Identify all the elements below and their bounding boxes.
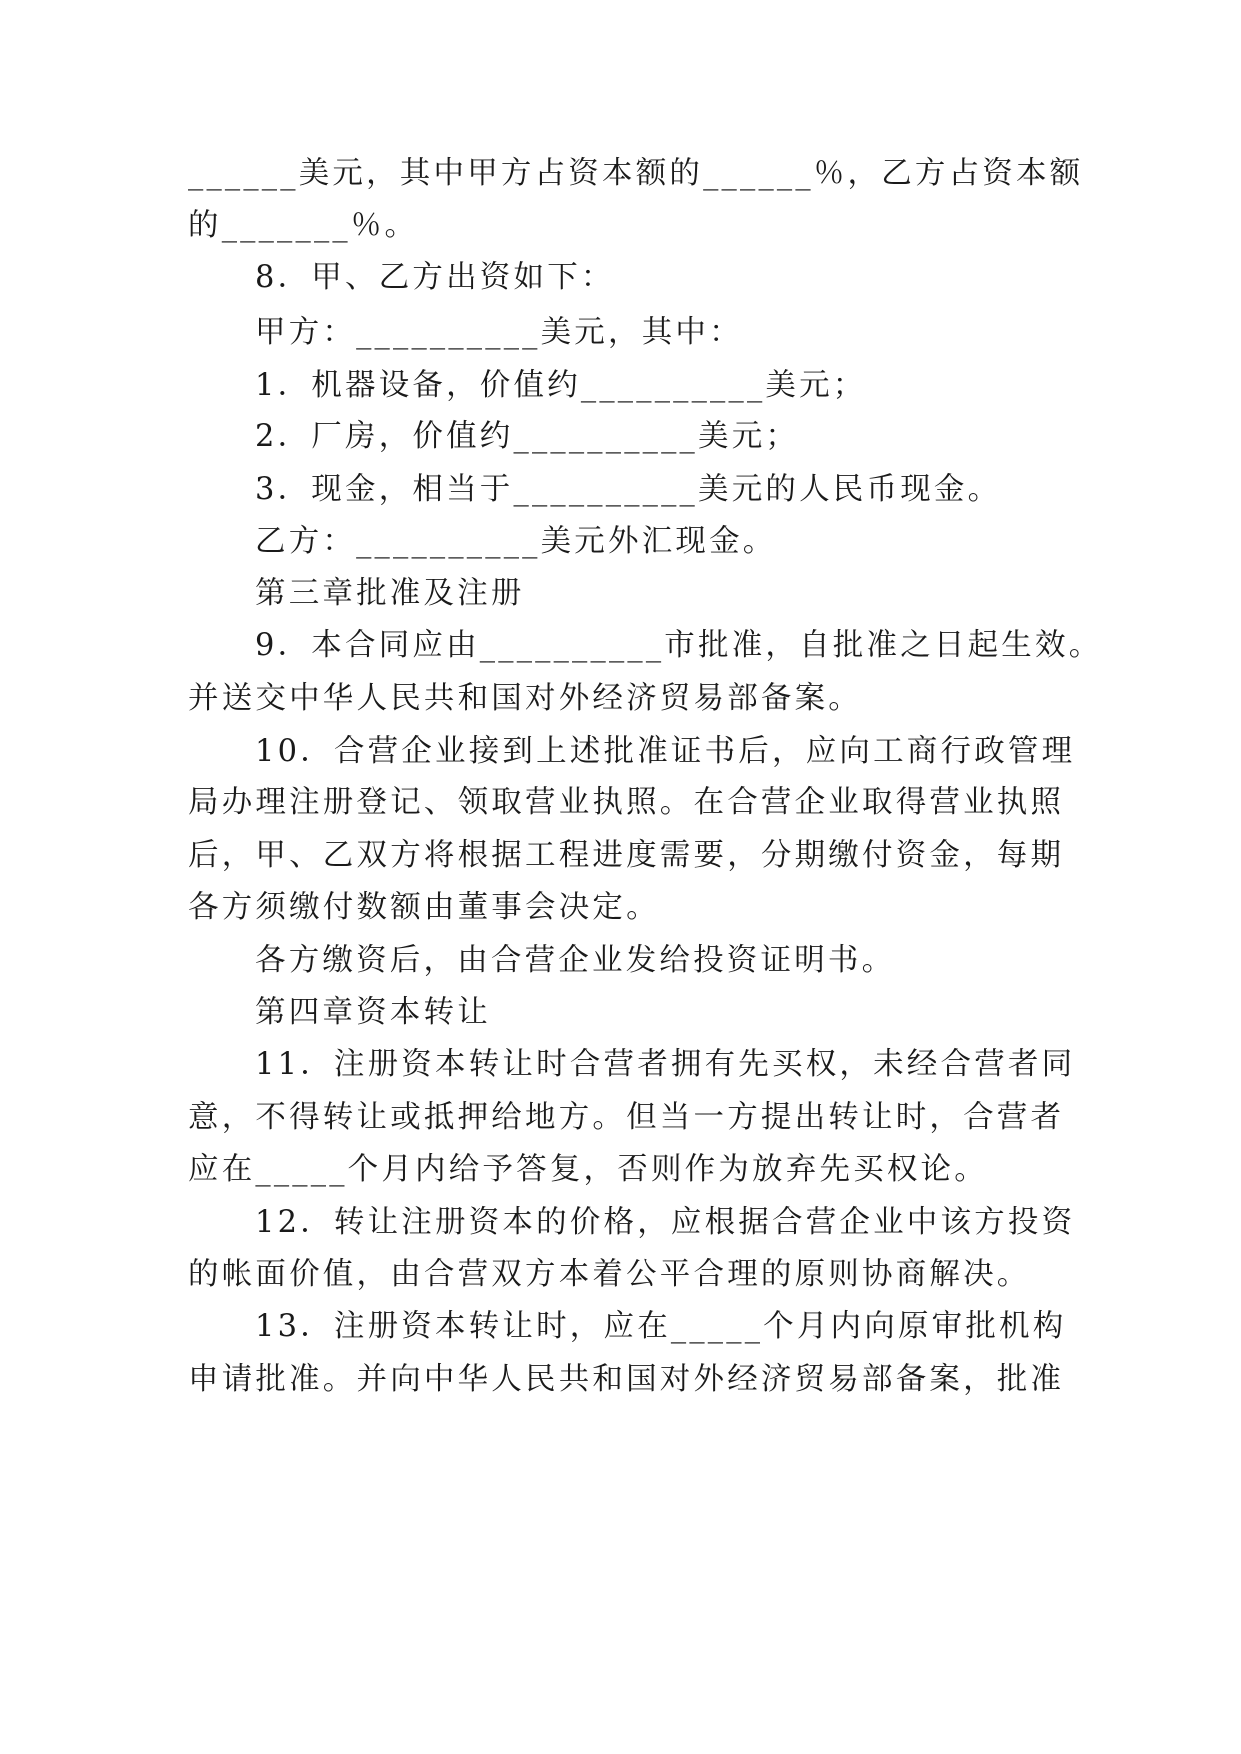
text-line: 的帐面价值，由合营双方本着公平合理的原则协商解决。: [188, 1257, 1031, 1292]
text-line: 乙方：__________美元外汇现金。: [255, 524, 777, 559]
text-line: 的_______％。: [188, 208, 419, 243]
text-line: 甲方：__________美元，其中：: [255, 315, 743, 350]
text-line: 12．转让注册资本的价格，应根据合营企业中该方投资: [255, 1205, 1076, 1240]
text-line: 并送交中华人民共和国对外经济贸易部备案。: [188, 681, 862, 716]
text-line: 11．注册资本转让时合营者拥有先买权，未经合营者同: [255, 1047, 1076, 1082]
text-line: 后，甲、乙双方将根据工程进度需要，分期缴付资金，每期: [188, 838, 1065, 873]
text-line: ______美元，其中甲方占资本额的______％，乙方占资本额: [188, 156, 1084, 191]
text-line: 13．注册资本转让时，应在_____个月内向原审批机构: [255, 1309, 1067, 1344]
chapter-heading: 第三章批准及注册: [255, 576, 525, 611]
text-line: 申请批准。并向中华人民共和国对外经济贸易部备案，批准: [188, 1362, 1065, 1397]
text-line: 3．现金，相当于__________美元的人民币现金。: [255, 472, 1002, 507]
text-line: 各方缴资后，由合营企业发给投资证明书。: [255, 943, 896, 978]
text-line: 8．甲、乙方出资如下：: [255, 260, 615, 295]
text-line: 10．合营企业接到上述批准证书后，应向工商行政管理: [255, 734, 1076, 769]
text-line: 1．机器设备，价值约__________美元；: [255, 368, 867, 403]
text-line: 局办理注册登记、领取营业执照。在合营企业取得营业执照: [188, 785, 1065, 820]
text-line: 9．本合同应由__________市批准，自批准之日起生效。: [255, 628, 1103, 663]
text-line: 各方须缴付数额由董事会决定。: [188, 890, 660, 925]
text-line: 应在_____个月内给予答复，否则作为放弃先买权论。: [188, 1152, 988, 1187]
text-line: 意，不得转让或抵押给地方。但当一方提出转让时，合营者: [188, 1100, 1065, 1135]
chapter-heading: 第四章资本转让: [255, 995, 491, 1030]
text-line: 2．厂房，价值约__________美元；: [255, 419, 800, 454]
